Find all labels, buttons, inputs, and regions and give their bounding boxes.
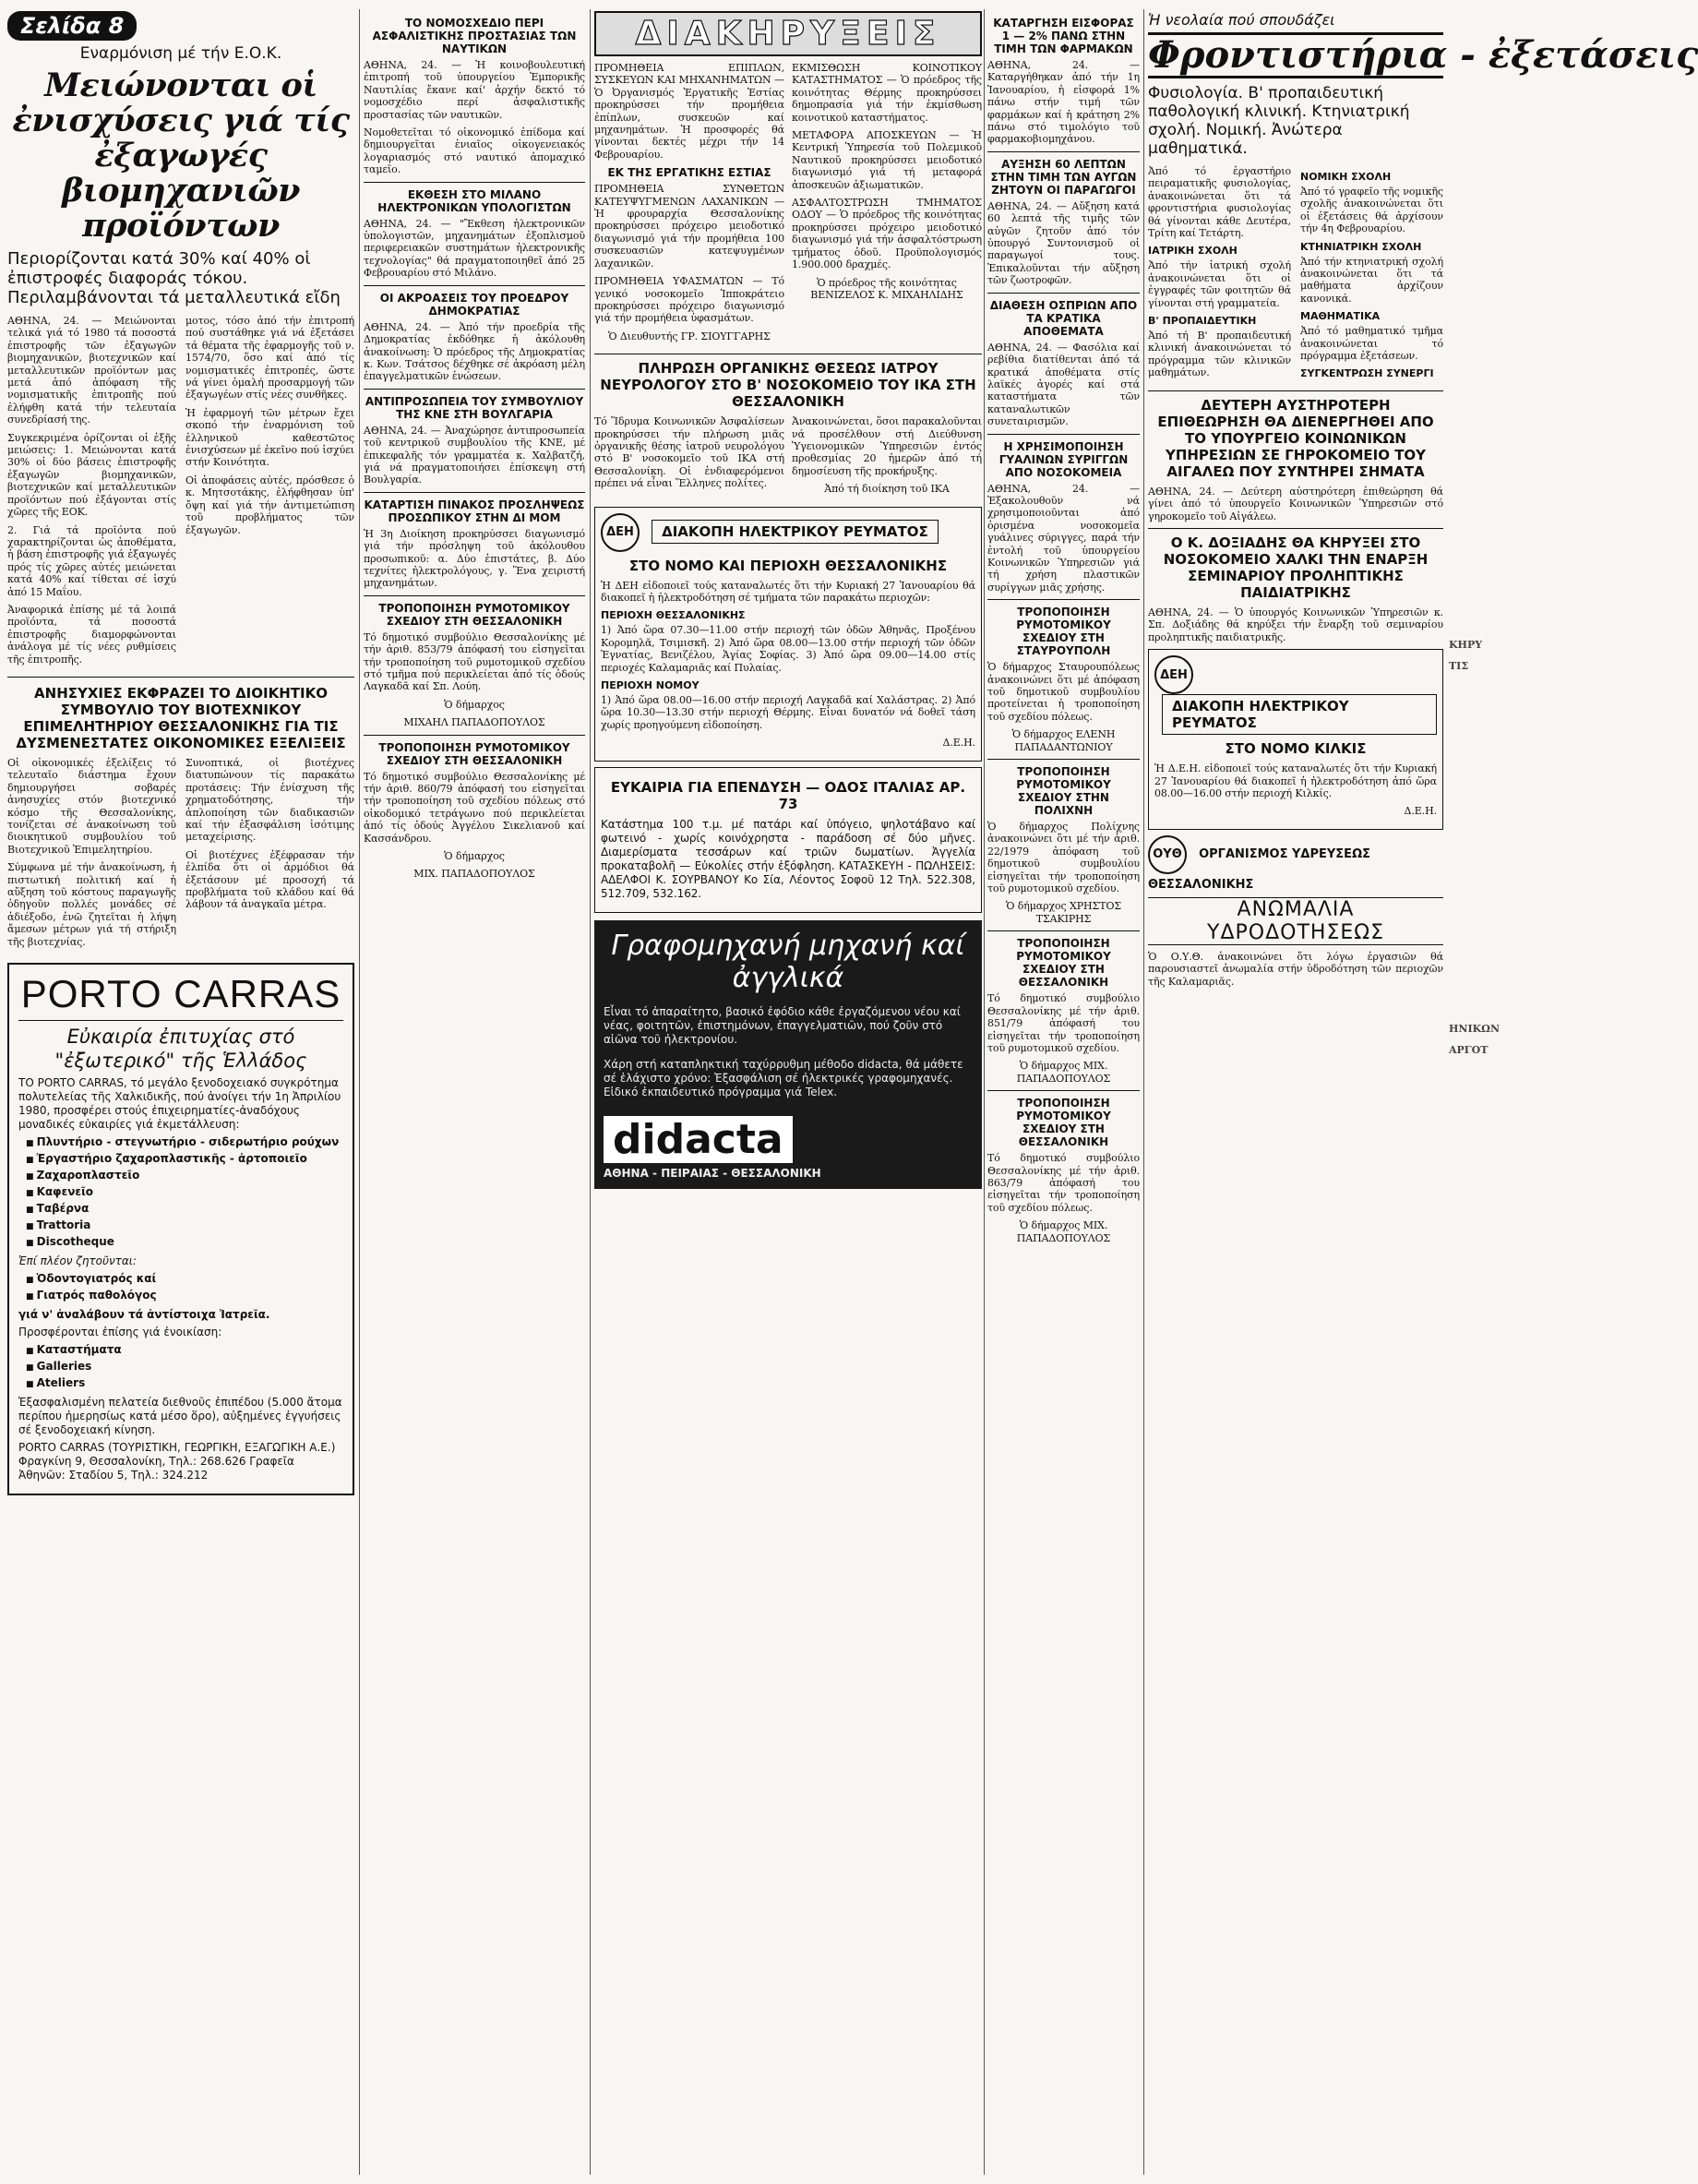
subheading: ΙΑΤΡΙΚΗ ΣΧΟΛΗ — [1148, 245, 1238, 258]
signature: Ἀπό τή διοίκηση τοῦ ΙΚΑ — [824, 483, 950, 496]
paragraph: 1) Ἀπό ὥρα 07.30—11.00 στήν περιοχή τῶν ὁδῶν Ἀθηνᾶς, Προξένου Κορομηλᾶ, Τσιμισκῆ. 2) Ἀπό ὥρα 08.00—13.00 στήν περιοχή τῶν ὁδῶν Ἐγνατίας, Βενιζέλου, Ἁγίας Σοφίας. 3) Ἀπό ὥρα 09.00—14.00 στίς περιοχές Καλαμαριᾶς καί Πυλαίας. — [601, 624, 975, 674]
list-item: ■ Ἐργαστήριο ζαχαροπλαστικῆς - ἀρτοποιεῖο — [26, 1152, 343, 1168]
article-headline: ΤΡΟΠΟΠΟΙΗΣΗ ΡΥΜΟΤΟΜΙΚΟΥ ΣΧΕΔΙΟΥ ΣΤΗ ΘΕΣΣΑΛΟΝΙΚΗ — [1016, 937, 1111, 990]
paragraph: ΠΡΟΜΗΘΕΙΑ ΣΥΝΘΕΤΩΝ ΚΑΤΕΥΨΥΓΜΕΝΩΝ ΛΑΧΑΝΙΚΩΝ — Ἡ φρουραρχία Θεσσαλονίκης προκηρύσσει πρόχειρο μειοδοτικό διαγωνισμό γιά τήν προμήθεια 100 συσκευασιῶν κατεψυγμένων λαχανικῶν. — [594, 183, 784, 270]
article-body — [7, 757, 354, 954]
education-body — [1148, 165, 1443, 385]
ad-headline: ΕΥΚΑΙΡΙΑ ΓΙΑ ΕΠΕΝΔΥΣΗ — ΟΔΟΣ ΙΤΑΛΙΑΣ ΑΡ. 73 — [610, 778, 966, 812]
list-item: ■ Πλυντήριο - στεγνωτήριο - σιδερωτήριο ρούχων — [26, 1135, 343, 1151]
signature: Δ.Ε.Η. — [942, 737, 975, 750]
paragraph: Ἡ ΔΕΗ εἰδοποιεῖ τούς καταναλωτές ὅτι τήν Κυριακή 27 Ἰανουαρίου θά διακοπεῖ ἡ ἠλεκτροδότηση σέ τμήματα τῶν παρακάτω περιοχῶν: — [601, 579, 975, 604]
paragraph: ΠΡΟΜΗΘΕΙΑ ΥΦΑΣΜΑΤΩΝ — Τό γενικό νοσοκομεῖο Ἱπποκράτειο προκηρύσσει πρόχειρο διαγωνισμό γιά τήν προμήθεια ὑφασμάτων. — [594, 275, 784, 325]
porto-carras-ad — [7, 963, 354, 1495]
divider — [987, 293, 1140, 294]
subheading: ΝΟΜΙΚΗ ΣΧΟΛΗ — [1300, 171, 1392, 183]
paragraph: Συγκεκριμένα ὁρίζονται οἱ ἑξῆς μειώσεις: 1. Μειώνονται κατά 30% οἱ δύο βάσεις ἐπιστροφῆς ἐξαγωγῶν βιομηχανικῶν, βιοτεχνικῶν καί μεταλλευτικῶν προϊόντων πού ἐξάγονται στίς χῶρες τῆς ΕΟΚ. — [7, 431, 176, 519]
article-headline: ΤΡΟΠΟΠΟΙΗΣΗ ΡΥΜΟΤΟΜΙΚΟΥ ΣΧΕΔΙΟΥ ΣΤΗ ΘΕΣΣΑΛΟΝΙΚΗ — [378, 601, 570, 628]
divider — [364, 735, 585, 736]
divider — [364, 285, 585, 286]
deh-logo-icon: ΔΕΗ — [1154, 655, 1193, 694]
divider — [987, 151, 1140, 152]
paragraph: ΑΘΗΝΑ, 24. — Αὔξηση κατά 60 λεπτά τῆς τιμῆς τῶν αὐγῶν ζητοῦν ἀπό τόν ὑπουργό Συντονισμοῦ οἱ παραγωγοί τους. Ἐπικαλοῦνται τήν αὔξηση τῶν ζωοτροφῶν. — [987, 199, 1140, 287]
paragraph: 2. Γιά τά προϊόντα πού χαρακτηρίζονται ὡς ἀποθέματα, ἡ βάση ἐπιστροφῆς γιά ἐξαγωγές πρός τίς χῶρες αὐτές μειώνεται κατά 40% καί τίθεται σέ ἰσχύ ἀπό 15 Μαΐου. — [7, 523, 176, 598]
paragraph: Ἡ 3η Διοίκηση προκηρύσσει διαγωνισμό γιά τήν πρόσληψη τοῦ ἀκόλουθου προσωπικοῦ: α. Δύο ἐπιστάτες, β. Δύο τεχνίτες ἠλεκτρολόγους, γ. Ἕνα χειριστή μηχανημάτων. — [364, 527, 585, 590]
list-item: ■ Ateliers — [26, 1376, 343, 1392]
ad-section-title: Ἐπί πλέον ζητοῦνται: — [18, 1254, 137, 1268]
article-headline: ΔΙΑΘΕΣΗ ΟΣΠΡΙΩΝ ΑΠΟ ΤΑ ΚΡΑΤΙΚΑ ΑΠΟΘΕΜΑΤΑ — [989, 298, 1138, 338]
article-body — [594, 415, 982, 500]
deh-notice — [1148, 649, 1443, 830]
article-headline: ΟΙ ΑΚΡΟΑΣΕΙΣ ΤΟΥ ΠΡΟΕΔΡΟΥ ΔΗΜΟΚΡΑΤΙΑΣ — [379, 291, 569, 318]
section-headline: Φροντιστήρια - ἐξετάσεις — [1148, 33, 1698, 77]
paragraph: Κατάστημα 100 τ.μ. μέ πατάρι καί ὑπόγειο, ψηλοτάβανο καί φωτεινό - χωρίς κοινόχρηστα - παράδοση σέ δύο μῆνες. Διαμερίσματα τεσσάρων καί τριῶν δωματίων. Ἀγγελία προκαταβολῆ — Εὐκολίες στήν ἐξόφληση. ΚΑΤΑΣΚΕΥΗ - ΠΩΛΗΣΕΙΣ: ΑΔΕΛΦΟΙ Κ. ΣΟΥΡΒΑΝΟΥ Κο Σία, Λέοντος Σοφοῦ 12 Τηλ. 522.308, 512.709, 532.162. — [601, 817, 975, 900]
article-headline: ΑΝΗΣΥΧΙΕΣ ΕΚΦΡΑΖΕΙ ΤΟ ΔΙΟΙΚΗΤΙΚΟ ΣΥΜΒΟΥΛΙΟ ΤΟΥ ΒΙΟΤΕΧΝΙΚΟΥ ΕΠΙΜΕΛΗΤΗΡΙΟΥ ΘΕΣΣΑΛΟΝΙΚΗΣ ΓΙΑ ΤΙΣ ΔΥΣΜΕΝΕΣΤΑΤΕΣ ΟΙΚΟΝΟΜΙΚΕΣ ΕΞΕΛΙΞΕΙΣ — [16, 684, 346, 751]
ad-cities: ΑΘΗΝΑ - ΠΕΙΡΑΙΑΣ - ΘΕΣΣΑΛΟΝΙΚΗ — [604, 1166, 821, 1180]
paragraph: Εἶναι τό ἀπαραίτητο, βασικό ἐφόδιο κάθε ἐργαζόμενου νέου καί νέας, φοιτητῶν, ἐπιστημόνων, ἐπαγγελματιῶν, πού ζοῦν στό αἰῶνα τοῦ ἠλεκτρονίου. — [604, 1004, 961, 1046]
paragraph: Τό δημοτικό συμβούλιο Θεσσαλονίκης μέ τήν ἀριθ. 860/79 ἀπόφασή του εἰσηγεῖται τήν τροποποίηση τοῦ σχεδίου πόλεως στό οἰκοδομικό τετράγωνο πού περικλείεται ἀπό τίς ὁδούς Ἀγγέλου Σικελιανοῦ καί Κασσάνδρου. — [364, 770, 585, 845]
paragraph: Τό Ἵδρυμα Κοινωνικῶν Ἀσφαλίσεων προκηρύσσει τήν πλήρωση μιᾶς ὀργανικῆς θέσης ἰατροῦ νευρολόγου στό Β' νοσοκομεῖο τοῦ ΙΚΑ στή Θεσσαλονίκη. Οἱ ἐνδιαφερόμενοι πρέπει νά εἶναι Ἕλληνες πολίτες. — [594, 415, 784, 490]
ad-list — [18, 1343, 343, 1392]
column-2 — [364, 11, 585, 886]
column-3 — [594, 11, 982, 1189]
article-headline: ΤΡΟΠΟΠΟΙΗΣΗ ΡΥΜΟΤΟΜΙΚΟΥ ΣΧΕΔΙΟΥ ΣΤΗ ΣΤΑΥΡΟΥΠΟΛΗ — [1016, 606, 1111, 658]
paragraph: ΕΚΜΙΣΘΩΣΗ ΚΟΙΝΟΤΙΚΟΥ ΚΑΤΑΣΤΗΜΑΤΟΣ — Ὁ πρόεδρος τῆς κοινότητας Θέρμης προκηρύσσει δημοπρασία γιά τήν ἐκμίσθωση κοινοτικοῦ καταστήματος. — [792, 62, 982, 124]
paragraph: Ἀπό τό ἐργαστήριο πειραματικῆς φυσιολογίας, ἀνακοινώνεται ὅτι τά φροντιστήρια φυσιολογίας θά γίνονται κάθε Δευτέρα, Τρίτη καί Τετάρτη. — [1148, 165, 1291, 240]
article-headline: ΑΥΞΗΣΗ 60 ΛΕΠΤΩΝ ΣΤΗΝ ΤΙΜΗ ΤΩΝ ΑΥΓΩΝ ΖΗΤΟΥΝ ΟΙ ΠΑΡΑΓΩΓΟΙ — [990, 157, 1137, 197]
list-item: ■ Galleries — [26, 1360, 343, 1375]
signature: Ὁ δήμαρχος ΧΡΗΣΤΟΣ ΤΣΑΚΙΡΗΣ — [1005, 900, 1122, 925]
list-item: ■ Γιατρός παθολόγος — [26, 1289, 343, 1304]
ad-section-title: Προσφέρονται ἐπίσης γιά ἐνοικίαση: — [18, 1326, 222, 1339]
subheading: ΣΥΓΚΕΝΤΡΩΣΗ ΣΥΝΕΡΓΙ — [1300, 367, 1434, 380]
paragraph: Ἡ Δ.Ε.Η. εἰδοποιεῖ τούς καταναλωτές ὅτι τήν Κυριακή 27 Ἰανουαρίου θά διακοπεῖ ἡ ἠλεκτροδότηση ἀπό ὥρα 08.00—16.00 στήν περιοχή Κιλκίς. — [1154, 762, 1437, 799]
ad-contact: PORTO CARRAS (ΤΟΥΡΙΣΤΙΚΗ, ΓΕΩΡΓΙΚΗ, ΕΞΑΓΩΓΙΚΗ Α.Ε.) Φραγκίνη 9, Θεσσαλονίκη, Τηλ.: 268.626 Γραφεῖα Ἀθηνῶν: Σταδίου 5, Τηλ.: 324.212 — [18, 1441, 336, 1482]
ad-list — [18, 1272, 343, 1304]
notice-headline: ΑΝΩΜΑΛΙΑ ΥΔΡΟΔΟΤΗΣΕΩΣ — [1148, 897, 1443, 945]
paragraph: 1) Ἀπό ὥρα 08.00—16.00 στήν περιοχή Λαγκαδᾶ καί Χαλάστρας. 2) Ἀπό ὥρα 10.30—13.30 στήν περιοχή Θέρμης. Εἶναι δυνατόν νά δοθεῖ τάση χωρίς προηγούμενη εἰδοποίηση. — [601, 694, 975, 731]
list-item: ■ Καταστήματα — [26, 1343, 343, 1359]
porto-carras-logo: PORTO CARRAS — [18, 972, 343, 1021]
paragraph: Οἱ οἰκονομικές ἐξελίξεις τό τελευταῖο διάστημα ἔχουν δημιουργήσει σοβαρές ἀνησυχίες στόν βιοτεχνικό κόσμο τῆς Θεσσαλονίκης, τονίζεται σέ ἀνακοίνωση τοῦ διοικητικοῦ συμβουλίου τοῦ Βιοτεχνικοῦ Ἐπιμελητηρίου. — [7, 756, 176, 856]
paragraph: Ἀπό τό μαθηματικό τμῆμα ἀνακοινώνεται τό πρόγραμμα ἐξετάσεων. — [1300, 325, 1443, 363]
section-kicker: Ἡ νεολαία πού σπουδάζει — [1148, 11, 1335, 29]
paragraph: Ἀπό τό γραφεῖο τῆς νομικῆς σχολῆς ἀνακοινώνεται ὅτι οἱ ἐξετάσεις θά ἀρχίσουν τήν 4η Φεβρουαρίου. — [1300, 186, 1443, 235]
oyth-logo-icon: ΟΥΘ — [1148, 835, 1187, 874]
divider — [1148, 390, 1443, 391]
article-headline: Ο Κ. ΔΟΞΙΑΔΗΣ ΘΑ ΚΗΡΥΞΕΙ ΣΤΟ ΝΟΣΟΚΟΜΕΙΟ ΧΑΛΚΙ ΤΗΝ ΕΝΑΡΞΗ ΣΕΜΙΝΑΡΙΟΥ ΠΡΟΛΗΠΤΙΚΗΣ ΠΑΙΔΙΑΤΡΙΚΗΣ — [1163, 534, 1429, 601]
signature: Ὁ δήμαρχος ΜΙΧ. ΠΑΠΑΔΟΠΟΥΛΟΣ — [1016, 1219, 1111, 1244]
paragraph: ΑΣΦΑΛΤΟΣΤΡΩΣΗ ΤΜΗΜΑΤΟΣ ΟΔΟΥ — Ὁ πρόεδρος τῆς κοινότητας προκηρύσσει πρόχειρο μειοδοτικό διαγωνισμό γιά τήν ἀσφαλτόστρωση τμήματος ὁδοῦ. Προϋπολογισμός 1.900.000 δραχμές. — [792, 197, 982, 271]
list-item: ■ Discotheque — [26, 1235, 343, 1251]
paragraph: Ἡ ἐφαρμογή τῶν μέτρων ἔχει σκοπό τήν ἐναρμόνιση τοῦ ἑλληνικοῦ καθεστῶτος ἐνισχύσεων μέ ἐκεῖνο πού ἰσχύει στήν Κοινότητα. — [185, 406, 354, 469]
ad-footer: Ἐξασφαλισμένη πελατεία διεθνοῦς ἐπιπέδου (5.000 ἄτομα περίπου ἡμερησίως κατά μέσο ὅρο), αὐξημένες ἐγγυήσεις σέ ξενοδοχειακή κίνηση. — [18, 1396, 342, 1437]
subheading: Β' ΠΡΟΠΑΙΔΕΥΤΙΚΗ — [1148, 315, 1257, 328]
paragraph: Χάρη στή καταπληκτική ταχύρρυθμη μέθοδο didacta, θά μάθετε σέ ἐλάχιστο χρόνο: Ἐξασφάλιση σέ ἠλεκτρικές γραφομηχανές. Εἰδικό ἐκπαιδευτικό πρόγραμμα γιά Telex. — [604, 1057, 963, 1098]
list-item: ■ Καφενεῖο — [26, 1185, 343, 1201]
lead-deck: Περιορίζονται κατά 30% καί 40% οἱ ἐπιστροφές διαφοράς τόκου. Περιλαμβάνονται τά μεταλλευτικά εἴδη — [7, 249, 341, 307]
divider — [364, 182, 585, 183]
paragraph: Τό δημοτικό συμβούλιο Θεσσαλονίκης μέ τήν ἀριθ. 863/79 ἀπόφασή του εἰσηγεῖται τήν τροποποίηση τοῦ σχεδίου πόλεως. — [987, 1152, 1140, 1214]
paragraph: ΑΘΗΝΑ, 24. — Καταργήθηκαν ἀπό τήν 1η Ἰανουαρίου, ἡ εἰσφορά 1% πάνω στήν τιμή τῶν φαρμάκων καί ἡ κράτηση 2% πάνω στό τιμολόγιο τοῦ φαρμακοβιομηχάνου. — [987, 59, 1140, 146]
column-divider — [590, 9, 591, 2175]
subheading: ΜΑΘΗΜΑΤΙΚΑ — [1300, 310, 1381, 323]
divider — [987, 599, 1140, 600]
paragraph: ΑΘΗΝΑ, 24. — Ἡ κοινοβουλευτική ἐπιτροπή τοῦ ὑπουργείου Ἐμπορικῆς Ναυτιλίας ἔκανε καί' ἀρχήν δεκτό τό νομοσχέδιο περί ἀσφαλιστικῆς προστασίας τῶν ναυτικῶν. — [364, 59, 585, 121]
article-headline: ΤΟ ΝΟΜΟΣΧΕΔΙΟ ΠΕΡΙ ΑΣΦΑΛΙΣΤΙΚΗΣ ΠΡΟΣΤΑΣΙΑΣ ΤΩΝ ΝΑΥΤΙΚΩΝ — [372, 17, 577, 55]
article-headline: ΚΑΤΑΡΓΗΣΗ ΕΙΣΦΟΡΑΣ 1 — 2% ΠΑΝΩ ΣΤΗΝ ΤΙΜΗ ΤΩΝ ΦΑΡΜΑΚΩΝ — [993, 17, 1134, 55]
ad-subtitle: Εὐκαιρία ἐπιτυχίας στό "ἐξωτερικό" τῆς Ἑλλάδος — [54, 1026, 307, 1073]
didacta-ad — [594, 920, 982, 1189]
paragraph: Ἀπό τή Β' προπαιδευτική κλινική ἀνακοινώνεται τό πρόγραμμα τῶν κλινικῶν μαθημάτων. — [1148, 330, 1291, 379]
article-headline: ΑΝΤΙΠΡΟΣΩΠΕΙΑ ΤΟΥ ΣΥΜΒΟΥΛΙΟΥ ΤΗΣ ΚΝΕ ΣΤΗ ΒΟΥΛΓΑΡΙΑ — [365, 394, 584, 421]
edge-fragment: ΑΡΓΟΤ — [1449, 1044, 1489, 1056]
paragraph: Τό δημοτικό συμβούλιο Θεσσαλονίκης μέ τήν ἀριθ. 853/79 ἀπόφασή του εἰσηγεῖται τήν τροποποίηση τοῦ ρυμοτομικοῦ σχεδίου στό τμῆμα πού περικλείεται ἀπό τίς ὁδούς Λαγκαδᾶ καί Σπ. Λούη. — [364, 630, 585, 693]
article-headline: ΔΕΥΤΕΡΗ ΑΥΣΤΗΡΟΤΕΡΗ ΕΠΙΘΕΩΡΗΣΗ ΘΑ ΔΙΕΝΕΡΓΗΘΕΙ ΑΠΟ ΤΟ ΥΠΟΥΡΓΕΙΟ ΚΟΙΝΩΝΙΚΩΝ ΥΠΗΡΕΣΙΩΝ ΣΕ ΓΗΡΟΚΟΜΕΙΟ ΤΟΥ ΑΙΓΑΛΕΩ ΠΟΥ ΣΥΝΤΗΡΕΙ ΣΗΜΑΤΑ — [1157, 396, 1434, 480]
paragraph: Οἱ ἀποφάσεις αὐτές, πρόσθεσε ὁ κ. Μητσοτάκης, ἐλήφθησαν ὑπ' ὄψη καί γιά τήν ἀντιμετώπιση τοῦ προβλήματος τῶν ἐξαγωγῶν. — [185, 474, 354, 536]
article-headline: ΤΡΟΠΟΠΟΙΗΣΗ ΡΥΜΟΤΟΜΙΚΟΥ ΣΧΕΔΙΟΥ ΣΤΗ ΘΕΣΣΑΛΟΝΙΚΗ — [378, 740, 570, 767]
article-headline: Η ΧΡΗΣΙΜΟΠΟΙΗΣΗ ΓΥΑΛΙΝΩΝ ΣΥΡΙΓΓΩΝ ΑΠΟ ΝΟΣΟΚΟΜΕΙΑ — [998, 439, 1129, 479]
lead-body — [7, 315, 354, 671]
section-deck: Φυσιολογία. Β' προπαιδευτική παθολογική κλινική. Κτηνιατρική σχολή. Νομική. Ἀνώτερα μαθηματικά. — [1148, 84, 1410, 158]
signature-title: Ὁ δήμαρχος — [444, 850, 505, 863]
paragraph: Οἱ βιοτέχνες ἐξέφρασαν τήν ἐλπίδα ὅτι οἱ ἁρμόδιοι θά ἐξετάσουν μέ προσοχή τά προβλήματα τοῦ κλάδου καί θά λάβουν τά ἀναγκαῖα μέτρα. — [185, 848, 354, 911]
signature-name: ΜΙΧΑΗΛ ΠΑΠΑΔΟΠΟΥΛΟΣ — [403, 716, 545, 729]
ad-title: Γραφομηχανή μηχανή καί ἀγγλικά — [611, 929, 965, 994]
paragraph: ΑΘΗΝΑ, 24. — Ἀναχώρησε ἀντιπροσωπεία τοῦ κεντρικοῦ συμβουλίου τῆς ΚΝΕ, μέ ἐπικεφαλῆς τόν γραμματέα κ. Χαλβατζή, γιά νά πραγματοποιήσει ἐπίσκεψη στή Βουλγαρία. — [364, 424, 585, 486]
article-headline: ΚΑΤΑΡΤΙΣΗ ΠΙΝΑΚΟΣ ΠΡΟΣΛΗΨΕΩΣ ΠΡΟΣΩΠΙΚΟΥ ΣΤΗΝ ΔΙ ΜΟΜ — [364, 498, 585, 524]
deh-subheading: ΠΕΡΙΟΧΗ ΝΟΜΟΥ — [601, 679, 700, 691]
ad-note: γιά ν' ἀναλάβουν τά ἀντίστοιχα Ἰατρεῖα. — [18, 1308, 270, 1322]
paragraph: Συνοπτικά, οἱ βιοτέχνες διατυπώνουν τίς παρακάτω προτάσεις: Τήν ἐνίσχυση τῆς χρηματοδότησης, τήν ἀπλοποίηση τῶν διαδικασιῶν καί τήν ἐξασφάλιση ἰσότιμης μεταχείρισης. — [185, 756, 354, 844]
lead-headline: Μειώνονται οἱ ἐνισχύσεις γιά τίς ἐξαγωγές βιομηχανιῶν προϊόντων — [12, 66, 350, 245]
edge-fragment: ΤΙΣ — [1449, 660, 1469, 672]
notices-grid — [594, 62, 982, 348]
divider — [987, 1090, 1140, 1091]
divider — [364, 389, 585, 390]
paragraph: ΑΘΗΝΑ, 24. — Φασόλια καί ρεβίθια διατίθενται ἀπό τά κρατικά ἀποθέματα στίς λαϊκές ἀγορές καί στά καταστήματα τῶν καταναλωτικῶν συνεταιρισμῶν. — [987, 341, 1140, 428]
signature: Δ.Ε.Η. — [1404, 805, 1437, 818]
signature: Ὁ Διευθυντής ΓΡ. ΣΙΟΥΓΓΑΡΗΣ — [608, 330, 771, 342]
divider — [1148, 528, 1443, 529]
classified-ad — [594, 767, 982, 913]
paragraph: Σύμφωνα μέ τήν ἀνακοίνωση, ἡ πιστωτική πολιτική καί ἡ αὔξηση τοῦ κόστους παραγωγῆς ὁδηγοῦν πολλές μονάδες σέ ἀδιέξοδο, ἐνῶ ζητεῖται ἡ λήψη ἄμεσων μέτρων γιά τή στήριξη τῆς βιοτεχνίας. — [7, 861, 176, 948]
paragraph: Ὁ δήμαρχος Πολίχνης ἀνακοινώνει ὅτι μέ τήν ἀριθ. 22/1979 ἀπόφαση τοῦ δημοτικοῦ συμβουλίου εἰσηγεῖται τήν τροποποίηση τοῦ ρυμοτομικοῦ σχεδίου. — [987, 821, 1140, 895]
paragraph: ΑΘΗΝΑ, 24. — Ἀπό τήν προεδρία τῆς Δημοκρατίας ἐκδόθηκε ἡ ἀκόλουθη ἀνακοίνωση: Ὁ πρόεδρος τῆς Δημοκρατίας κ. Κων. Τσάτσος δέχθηκε σέ ἀκρόαση μέλη ἐπαγγελματικῶν ἑνώσεων. — [364, 320, 585, 383]
signature: Ὁ δήμαρχος ΕΛΕΝΗ ΠΑΠΑΔΑΝΤΩΝΙΟΥ — [1011, 728, 1116, 753]
deh-title: ΔΙΑΚΟΠΗ ΗΛΕΚΤΡΙΚΟΥ ΡΕΥΜΑΤΟΣ — [1162, 694, 1437, 735]
list-item: ■ Trattoria — [26, 1218, 343, 1234]
article-headline: ΤΡΟΠΟΠΟΙΗΣΗ ΡΥΜΟΤΟΜΙΚΟΥ ΣΧΕΔΙΟΥ ΣΤΗ ΘΕΣΣΑΛΟΝΙΚΗ — [1016, 1097, 1111, 1149]
divider — [364, 492, 585, 493]
adjacent-page-edge — [1449, 11, 1500, 1056]
article-headline: ΤΡΟΠΟΠΟΙΗΣΗ ΡΥΜΟΤΟΜΙΚΟΥ ΣΧΕΔΙΟΥ ΣΤΗΝ ΠΟΛΙΧΝΗ — [1016, 765, 1111, 818]
section-title: ΔΙΑΚΗΡΥΞΕΙΣ — [594, 11, 982, 56]
paragraph: Ἀνακοινώνεται, ὅσοι παρακαλοῦνται νά προσέλθουν στή Διεύθυνση Ὑγειονομικῶν Ὑπηρεσιῶν ἐντός προθεσμίας 20 ἡμερῶν ἀπό τή δημοσίευση τῆς προκήρυξης. — [792, 415, 982, 477]
signature-name: ΜΙΧ. ΠΑΠΑΔΟΠΟΥΛΟΣ — [413, 868, 535, 881]
list-item: ■ Ταβέρνα — [26, 1202, 343, 1218]
article-kicker: Εναρμόνιση μέ τήν Ε.Ο.Κ. — [79, 44, 282, 63]
paragraph: ΠΡΟΜΗΘΕΙΑ ΕΠΙΠΛΩΝ, ΣΥΣΚΕΥΩΝ ΚΑΙ ΜΗΧΑΝΗΜΑΤΩΝ — Ὁ Ὀργανισμός Ἐργατικῆς Ἑστίας προκηρύσσει τήν προμήθεια ἐπίπλων, συσκευῶν καί μηχανημάτων. Ἡ προσφορές θά γίνονται δεκτές μέχρι τήν 14 Φεβρουαρίου. — [594, 62, 784, 161]
deh-title: ΔΙΑΚΟΠΗ ΗΛΕΚΤΡΙΚΟΥ ΡΕΥΜΑΤΟΣ — [652, 520, 939, 544]
signature-title: Ὁ δήμαρχος — [444, 698, 505, 711]
deh-area: ΣΤΟ ΝΟΜΟ ΚΙΛΚΙΣ — [1225, 740, 1367, 758]
signature: Ὁ δήμαρχος ΜΙΧ. ΠΑΠΑΔΟΠΟΥΛΟΣ — [1016, 1060, 1111, 1085]
divider — [7, 677, 354, 678]
column-divider — [359, 9, 360, 2175]
oyth-name: ΟΡΓΑΝΙΣΜΟΣ ΥΔΡΕΥΣΕΩΣ ΘΕΣΣΑΛΟΝΙΚΗΣ — [1148, 847, 1370, 892]
paragraph: Ἀπό τήν ἰατρική σχολή ἀνακοινώνεται ὅτι οἱ ἐγγραφές τῶν φοιτητῶν θά γίνονται στή γραμματεία. — [1148, 259, 1291, 309]
edge-fragment: ΚΗΡΥ — [1449, 639, 1483, 651]
divider — [364, 595, 585, 596]
paragraph: ΑΘΗΝΑ, 24. — Μειώνονται τελικά γιά τό 1980 τά ποσοστά ἐπιστροφῆς τῶν ἐξαγωγῶν βιομηχανικῶν, βιοτεχνικῶν καί μεταλλευτικῶν προϊόντων μας μετά ἀπό ἀπόφαση τῆς νομισματικῆς ἐπιτροπῆς πού ἐλήφθη κατά τήν τελευταία συνεδρίασή της. — [7, 315, 176, 426]
article-headline: ΕΚΘΕΣΗ ΣΤΟ ΜΙΛΑΝΟ ΗΛΕΚΤΡΟΝΙΚΩΝ ΥΠΟΛΟΓΙΣΤΩΝ — [377, 187, 571, 214]
column-4 — [987, 11, 1140, 1250]
paragraph: ΜΕΤΑΦΟΡΑ ΑΠΟΣΚΕΥΩΝ — Ἡ Κεντρική Ὑπηρεσία τοῦ Πολεμικοῦ Ναυτικοῦ προκηρύσσει μειοδοτικό διαγωνισμό γιά τή μεταφορά ἀποσκευῶν ἀξιωματικῶν. — [792, 129, 982, 191]
deh-logo-icon: ΔΕΗ — [601, 513, 640, 552]
paragraph: Ὁ Ο.Υ.Θ. ἀνακοινώνει ὅτι λόγω ἐργασιῶν θά παρουσιαστεῖ ἀνωμαλία στήν ὑδροδότηση τῶν περιοχῶν τῆς Καλαμαριᾶς. — [1148, 950, 1443, 988]
column-divider — [984, 9, 985, 2175]
paragraph: ΑΘΗΝΑ, 24. — Ὁ ὑπουργός Κοινωνικῶν Ὑπηρεσιῶν κ. Σπ. Δοξιάδης θά κηρύξει τήν ἔναρξη τοῦ σεμιναρίου προληπτικῆς παιδιατρικῆς. — [1148, 606, 1443, 643]
oyth-notice — [1148, 835, 1443, 988]
deh-subheading: ΠΕΡΙΟΧΗ ΘΕΣΣΑΛΟΝΙΚΗΣ — [601, 609, 746, 622]
paragraph: ΑΘΗΝΑ, 24. — "Ἔκθεση ἠλεκτρονικῶν ὑπολογιστῶν, μηχανημάτων ἐξοπλισμοῦ περιφερειακῶν συστημάτων ἠλεκτρονικῆς τεχνολογίας" θά πραγματοποιηθεῖ ἀπό 25 Φεβρουαρίου στό Μιλάνο. — [364, 217, 585, 280]
page-number-badge: Σελίδα 8 — [7, 11, 137, 41]
deh-area: ΣΤΟ ΝΟΜΟ ΚΑΙ ΠΕΡΙΟΧΗ ΘΕΣΣΑΛΟΝΙΚΗΣ — [628, 557, 948, 574]
divider — [987, 930, 1140, 931]
paragraph: Ὁ δήμαρχος Σταυρουπόλεως ἀνακοινώνει ὅτι μέ ἀπόφαση τοῦ δημοτικοῦ συμβουλίου προτείνεται ἡ τροποποίηση τοῦ σχεδίου πόλεως. — [987, 661, 1140, 723]
paragraph: ΑΘΗΝΑ, 24. — Ἐξακολουθοῦν νά χρησιμοποιοῦνται ἀπό ὁρισμένα νοσοκομεῖα γυάλινες σύριγγες, παρά τήν ἐντολή τοῦ ὑπουργείου Κοινωνικῶν Ὑπηρεσιῶν γιά τή χρήση πλαστικῶν συρίγγων μιᾶς χρήσης. — [987, 482, 1140, 594]
paragraph: Ἀναφορικά ἐπίσης μέ τά λοιπά προϊόντα, τά ποσοστά ἐπιστροφῆς διαμορφώνονται ἀνάλογα μέ τίς νέες ρυθμίσεις τῆς ἐπιτροπῆς. — [7, 603, 176, 666]
ad-intro: ΤΟ PORTO CARRAS, τό μεγάλο ξενοδοχειακό συγκρότημα πολυτελείας τῆς Χαλκιδικῆς, πού ἀνοίγει τήν 1η Ἀπριλίου 1980, προσφέρει στούς ἐπιχειρηματίες-ἀναδόχους μοναδικές εὐκαιρίες γιά ἐκμετάλλευση: — [18, 1076, 341, 1132]
deh-notice — [594, 507, 982, 762]
list-item: ■ Ὀδοντογιατρός καί — [26, 1272, 343, 1288]
ad-list — [18, 1135, 343, 1251]
column-1 — [7, 11, 354, 1495]
edge-fragment: ΗΝΙΚΩΝ — [1449, 1023, 1500, 1035]
column-divider — [1143, 9, 1144, 2175]
paragraph: Νομοθετεῖται τό οἰκονομικό ἐπίδομα καί δημιουργεῖται ἑνιαῖος οἰκογενειακός λογαριασμός στό ναυτικό ἀπομαχικό ταμεῖο. — [364, 126, 585, 176]
paragraph: Ἀπό τήν κτηνιατρική σχολή ἀνακοινώνεται ὅτι τά μαθήματα ἀρχίζουν κανονικά. — [1300, 255, 1443, 305]
divider — [987, 434, 1140, 435]
list-item: ■ Ζαχαροπλαστεῖο — [26, 1169, 343, 1184]
divider — [987, 759, 1140, 760]
notice-source: ΕΚ ΤΗΣ ΕΡΓΑΤΙΚΗΣ ΕΣΤΙΑΣ — [607, 166, 771, 180]
article-headline: ΠΛΗΡΩΣΗ ΟΡΓΑΝΙΚΗΣ ΘΕΣΕΩΣ ΙΑΤΡΟΥ ΝΕΥΡΟΛΟΓΟΥ ΣΤΟ Β' ΝΟΣΟΚΟΜΕΙΟ ΤΟΥ ΙΚΑ ΣΤΗ ΘΕΣΣΑΛΟΝΙΚΗ — [600, 360, 976, 411]
subheading: ΚΤΗΝΙΑΤΡΙΚΗ ΣΧΟΛΗ — [1300, 240, 1422, 253]
didacta-logo: didacta — [604, 1116, 793, 1163]
paragraph: ΑΘΗΝΑ, 24. — Δεύτερη αὐστηρότερη ἐπιθεώρηση θά γίνει ἀπό τό ὑπουργεῖο Κοινωνικῶν Ὑπηρεσιῶν στό γηροκομεῖο τοῦ Αἰγάλεω. — [1148, 485, 1443, 522]
paragraph: Τό δημοτικό συμβούλιο Θεσσαλονίκης μέ τήν ἀριθ. 851/79 ἀπόφασή του εἰσηγεῖται τήν τροποποίηση τοῦ ρυμοτομικοῦ σχεδίου. — [987, 992, 1140, 1054]
paragraph: μοτος, τόσο ἀπό τήν ἐπιτροπή πού συστάθηκε γιά νά ἐξετάσει τά θέματα τῆς ἐφαρμογῆς τοῦ ν. 1574/70, ὅσο καί ἀπό τίς νομισματικές ἐπιτροπές, ὥστε νά γίνει ὁμαλή προσαρμογή τῶν ἐξαγωγέων στίς νέες συνθῆκες. — [185, 315, 354, 402]
signature: Ὁ πρόεδρος τῆς κοινότητας ΒΕΝΙΖΕΛΟΣ Κ. ΜΙΧΑΗΛΙΔΗΣ — [810, 276, 963, 301]
